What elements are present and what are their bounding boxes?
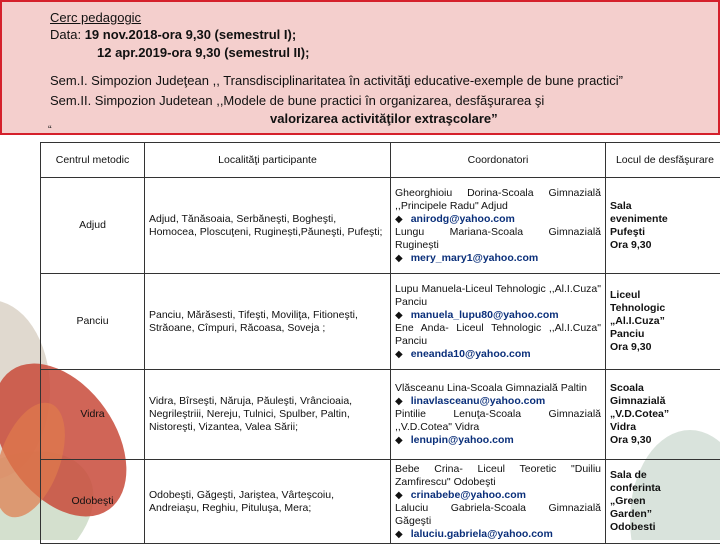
coordinator-text: Vlăsceanu Lina-Scoala Gimnazială Paltin — [395, 382, 601, 395]
coordinator-text: Bebe Crina- Liceul Teoretic "Duiliu Zamfirescu" Odobeşti — [395, 463, 601, 489]
quote-mark: “ — [48, 124, 52, 136]
date-1: 19 nov.2018-ora 9,30 (semestrul I); — [85, 27, 296, 42]
email-link[interactable]: lenupin@yahoo.com — [411, 434, 514, 446]
coordinator-text: Ene Anda- Liceul Tehnologic ,,Al.I.Cuza" Panciu — [395, 322, 601, 348]
seminar-1: Sem.I. Simpozion Judeţean ,, Transdisciplinaritatea în activităţi educative-exemple de bune practici” — [50, 73, 623, 88]
coordinators — [391, 460, 606, 544]
date-line-1 — [50, 27, 296, 42]
table-row — [41, 178, 720, 274]
venue-line: „V.D.Cotea” — [610, 408, 720, 421]
email-link[interactable]: crinabebe@yahoo.com — [411, 489, 526, 501]
email-link[interactable]: laluciu.gabriela@yahoo.com — [411, 528, 553, 540]
coordinators — [391, 370, 606, 460]
venue-line: „Green — [610, 495, 720, 508]
coordinators — [391, 274, 606, 370]
circle-title: Cerc pedagogic — [50, 10, 141, 25]
seminar-2-line-2: valorizarea activităţilor extraşcolare” — [270, 111, 498, 126]
header-localities: Localităţi participante — [145, 143, 391, 178]
localities: Panciu, Mărăsesti, Tifeşti, Moviliţa, Fitioneşti, Străoane, Cîmpuri, Răcoasa, Soveja ; — [145, 274, 391, 370]
coordinator-text: Laluciu Gabriela-Scoala Gimnazială Găgeşti — [395, 502, 601, 528]
venue — [606, 370, 720, 460]
email-link[interactable]: eneanda10@yahoo.com — [411, 348, 531, 360]
venue-line: Ora 9,30 — [610, 341, 720, 354]
table-header-row — [41, 143, 720, 178]
header-center: Centrul metodic — [41, 143, 145, 178]
email-link[interactable]: manuela_lupu80@yahoo.com — [411, 309, 559, 321]
venue-line: Panciu — [610, 328, 720, 341]
seminar-2-line-1: Sem.II. Simpozion Judetean ,,Modele de bune practici în organizarea, desfăşurarea şi — [50, 93, 544, 108]
venue-line: Liceul — [610, 289, 720, 302]
venue-line: Garden” — [610, 508, 720, 521]
header-banner — [0, 0, 720, 135]
venue-line: Ora 9,30 — [610, 239, 720, 252]
venue-line: „Al.I.Cuza” — [610, 315, 720, 328]
venue-line: evenimente — [610, 213, 720, 226]
bullet-icon: ◆ — [395, 253, 403, 264]
center-name: Adjud — [41, 178, 145, 274]
venue-line: Sala — [610, 200, 720, 213]
bullet-icon: ◆ — [395, 214, 403, 225]
localities: Adjud, Tănăsoaia, Serbăneşti, Bogheşti, Homocea, Ploscuţeni, Ruginești,Păuneşti, Pufeşti; — [145, 178, 391, 274]
center-name: Odobeşti — [41, 460, 145, 544]
venue-line: Vidra — [610, 421, 720, 434]
bullet-icon: ◆ — [395, 435, 403, 446]
email-link[interactable]: mery_mary1@yahoo.com — [411, 252, 539, 264]
coordinator-text: Lupu Manuela-Liceul Tehnologic ,,Al.I.Cuza" Panciu — [395, 283, 601, 309]
header-coordinators: Coordonatori — [391, 143, 606, 178]
header-venue: Locul de desfăşurare — [606, 143, 720, 178]
coordinator-text: Gheorghioiu Dorina-Scoala Gimnazială ,,Principele Radu" Adjud — [395, 187, 601, 213]
coordinator-text: Pintilie Lenuţa-Scoala Gimnazială ,,V.D.Cotea" Vidra — [395, 408, 601, 434]
center-name: Panciu — [41, 274, 145, 370]
venue-line: Pufeşti — [610, 226, 720, 239]
venue-line: Tehnologic — [610, 302, 720, 315]
bullet-icon: ◆ — [395, 349, 403, 360]
coordinators — [391, 178, 606, 274]
coordinator-text: Lungu Mariana-Scoala Gimnazială Ruginești — [395, 226, 601, 252]
date-2: 12 apr.2019-ora 9,30 (semestrul II); — [97, 45, 309, 60]
table-row — [41, 370, 720, 460]
localities: Vidra, Bîrseşti, Năruja, Păuleşti, Vrâncioaia, Negrileştriii, Nereju, Tulnici, Spulber, Paltin, Nistoreşti, Vizantea, Valea Sării; — [145, 370, 391, 460]
email-link[interactable]: linavlasceanu@yahoo.com — [411, 395, 546, 407]
table-row — [41, 274, 720, 370]
table-row — [41, 460, 720, 544]
venue — [606, 460, 720, 544]
venue-line: Scoala — [610, 382, 720, 395]
venue-line: Odobesti — [610, 521, 720, 534]
venue-line: conferinta — [610, 482, 720, 495]
coordination-table — [40, 142, 720, 544]
venue — [606, 178, 720, 274]
center-name: Vidra — [41, 370, 145, 460]
date-label: Data: — [50, 27, 81, 42]
bullet-icon: ◆ — [395, 490, 403, 501]
localities: Odobeşti, Găgeşti, Jariştea, Vârteşcoiu, Andreiaşu, Reghiu, Pituluşa, Mera; — [145, 460, 391, 544]
email-link[interactable]: anirodg@yahoo.com — [411, 213, 515, 225]
bullet-icon: ◆ — [395, 310, 403, 321]
venue-line: Ora 9,30 — [610, 434, 720, 447]
venue — [606, 274, 720, 370]
bullet-icon: ◆ — [395, 529, 403, 540]
bullet-icon: ◆ — [395, 396, 403, 407]
venue-line: Sala de — [610, 469, 720, 482]
venue-line: Gimnazială — [610, 395, 720, 408]
